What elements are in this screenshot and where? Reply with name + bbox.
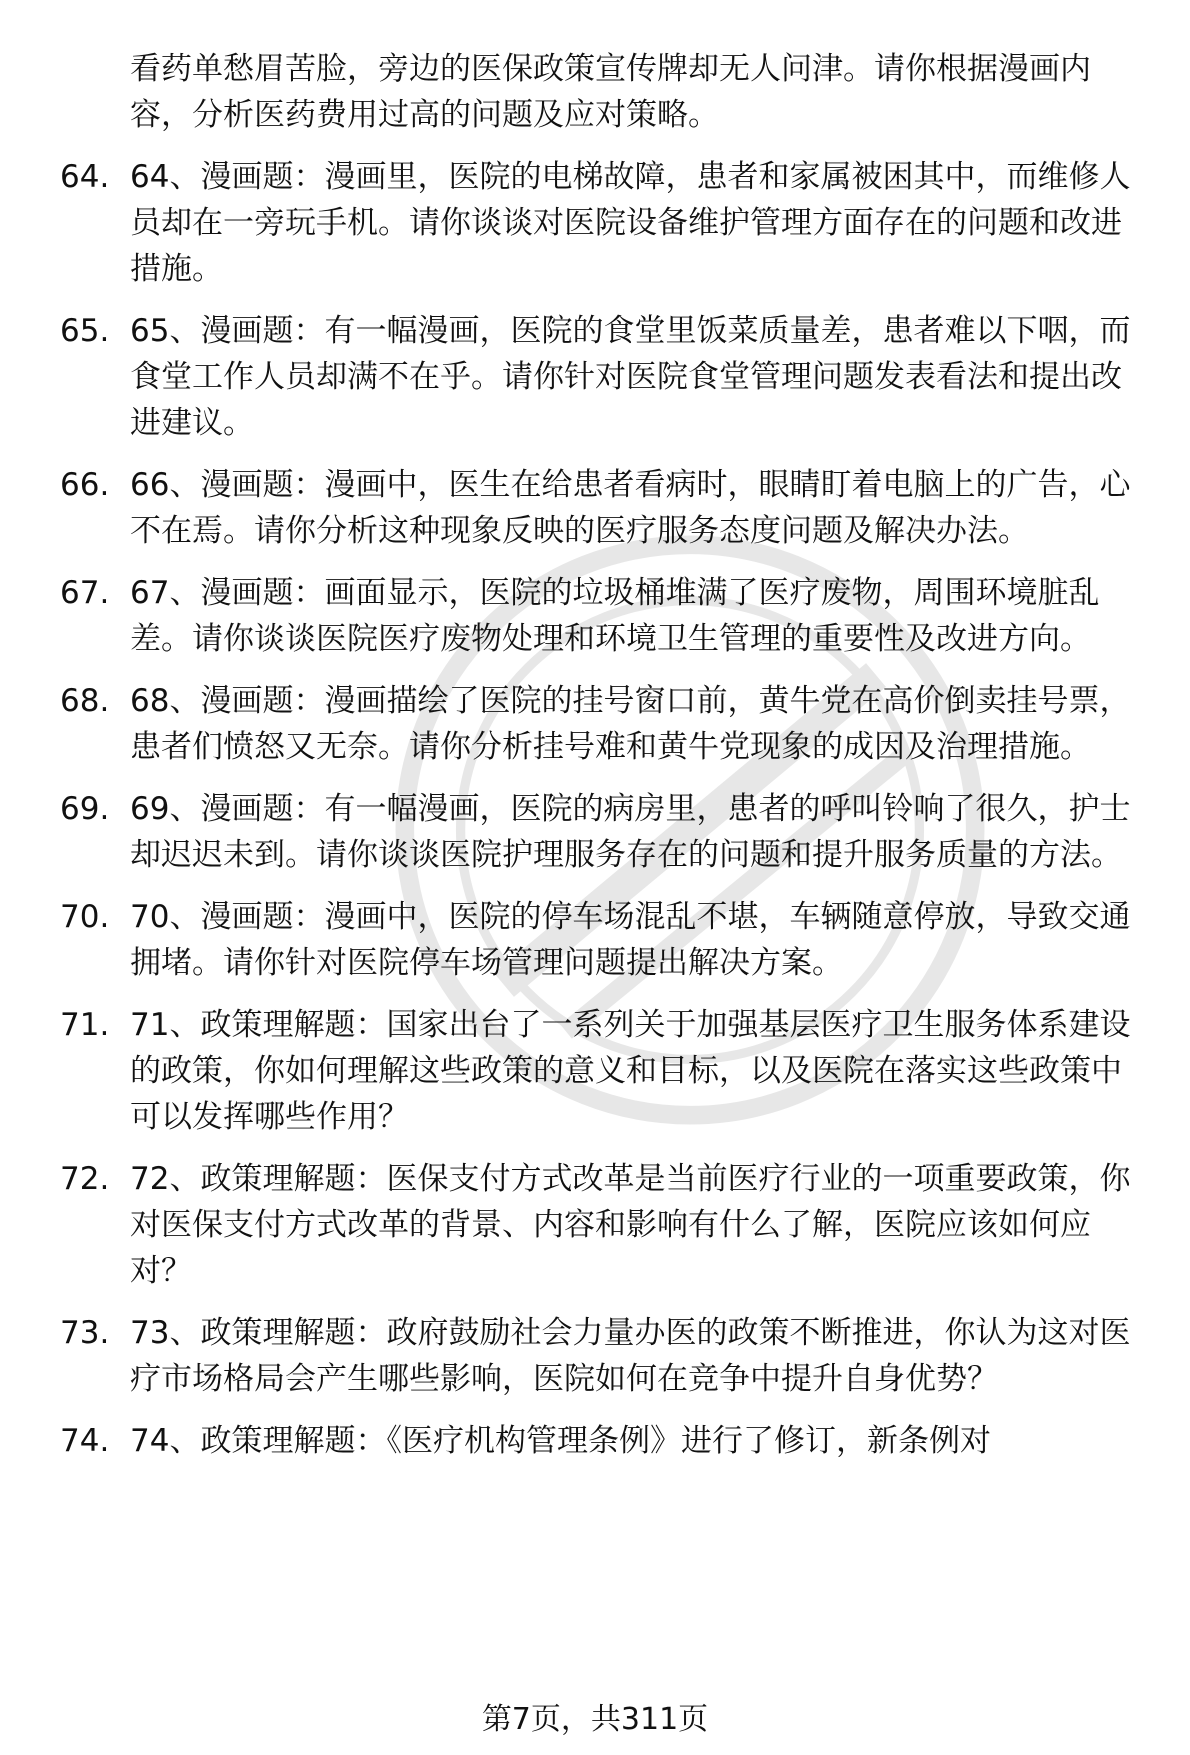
item-text: 65、漫画题：有一幅漫画，医院的食堂里饭菜质量差，患者难以下咽，而食堂工作人员却满不在乎。请你针对医院食堂管理问题发表看法和提出改进建议。 bbox=[130, 313, 1131, 441]
list-item bbox=[60, 786, 1150, 878]
document-body bbox=[60, 46, 1150, 1480]
list-item bbox=[60, 1418, 1150, 1464]
item-text: 73、政策理解题：政府鼓励社会力量办医的政策不断推进，你认为这对医疗市场格局会产生哪些影响，医院如何在竞争中提升自身优势？ bbox=[130, 1315, 1131, 1397]
item-text: 67、漫画题：画面显示，医院的垃圾桶堆满了医疗废物，周围环境脏乱差。请你谈谈医院医疗废物处理和环境卫生管理的重要性及改进方向。 bbox=[130, 575, 1100, 657]
item-text: 72、政策理解题：医保支付方式改革是当前医疗行业的一项重要政策，你对医保支付方式改革的背景、内容和影响有什么了解，医院应该如何应对？ bbox=[130, 1161, 1131, 1289]
item-text: 70、漫画题：漫画中，医院的停车场混乱不堪，车辆随意停放，导致交通拥堵。请你针对医院停车场管理问题提出解决方案。 bbox=[130, 899, 1131, 981]
continuation-paragraph: 看药单愁眉苦脸，旁边的医保政策宣传牌却无人问津。请你根据漫画内容，分析医药费用过高的问题及应对策略。 bbox=[130, 51, 1091, 133]
item-number: 70. bbox=[60, 899, 110, 935]
list-item bbox=[60, 154, 1150, 292]
item-text: 74、政策理解题：《医疗机构管理条例》进行了修订，新条例对 bbox=[130, 1423, 991, 1459]
list-item bbox=[60, 308, 1150, 446]
list-item bbox=[60, 1156, 1150, 1294]
list-item bbox=[60, 894, 1150, 986]
list-item bbox=[60, 1310, 1150, 1402]
item-number: 64. bbox=[60, 159, 110, 195]
list-item bbox=[60, 1002, 1150, 1140]
page-footer: 第7页，共311页 bbox=[481, 1702, 709, 1737]
list-item bbox=[60, 570, 1150, 662]
item-number: 71. bbox=[60, 1007, 110, 1043]
item-text: 69、漫画题：有一幅漫画，医院的病房里，患者的呼叫铃响了很久，护士却迟迟未到。请你谈谈医院护理服务存在的问题和提升服务质量的方法。 bbox=[130, 791, 1131, 873]
item-number: 67. bbox=[60, 575, 110, 611]
item-number: 66. bbox=[60, 467, 110, 503]
item-text: 64、漫画题：漫画里，医院的电梯故障，患者和家属被困其中，而维修人员却在一旁玩手机。请你谈谈对医院设备维护管理方面存在的问题和改进措施。 bbox=[130, 159, 1131, 287]
item-number: 73. bbox=[60, 1315, 110, 1351]
item-number: 74. bbox=[60, 1423, 110, 1459]
item-number: 68. bbox=[60, 683, 110, 719]
item-number: 65. bbox=[60, 313, 110, 349]
item-number: 72. bbox=[60, 1161, 110, 1197]
item-text: 71、政策理解题：国家出台了一系列关于加强基层医疗卫生服务体系建设的政策，你如何理解这些政策的意义和目标，以及医院在落实这些政策中可以发挥哪些作用？ bbox=[130, 1007, 1131, 1135]
item-number: 69. bbox=[60, 791, 110, 827]
list-item bbox=[60, 678, 1150, 770]
list-item bbox=[60, 462, 1150, 554]
item-text: 68、漫画题：漫画描绘了医院的挂号窗口前，黄牛党在高价倒卖挂号票，患者们愤怒又无奈。请你分析挂号难和黄牛党现象的成因及治理措施。 bbox=[130, 683, 1131, 765]
item-text: 66、漫画题：漫画中，医生在给患者看病时，眼睛盯着电脑上的广告，心不在焉。请你分析这种现象反映的医疗服务态度问题及解决办法。 bbox=[130, 467, 1131, 549]
